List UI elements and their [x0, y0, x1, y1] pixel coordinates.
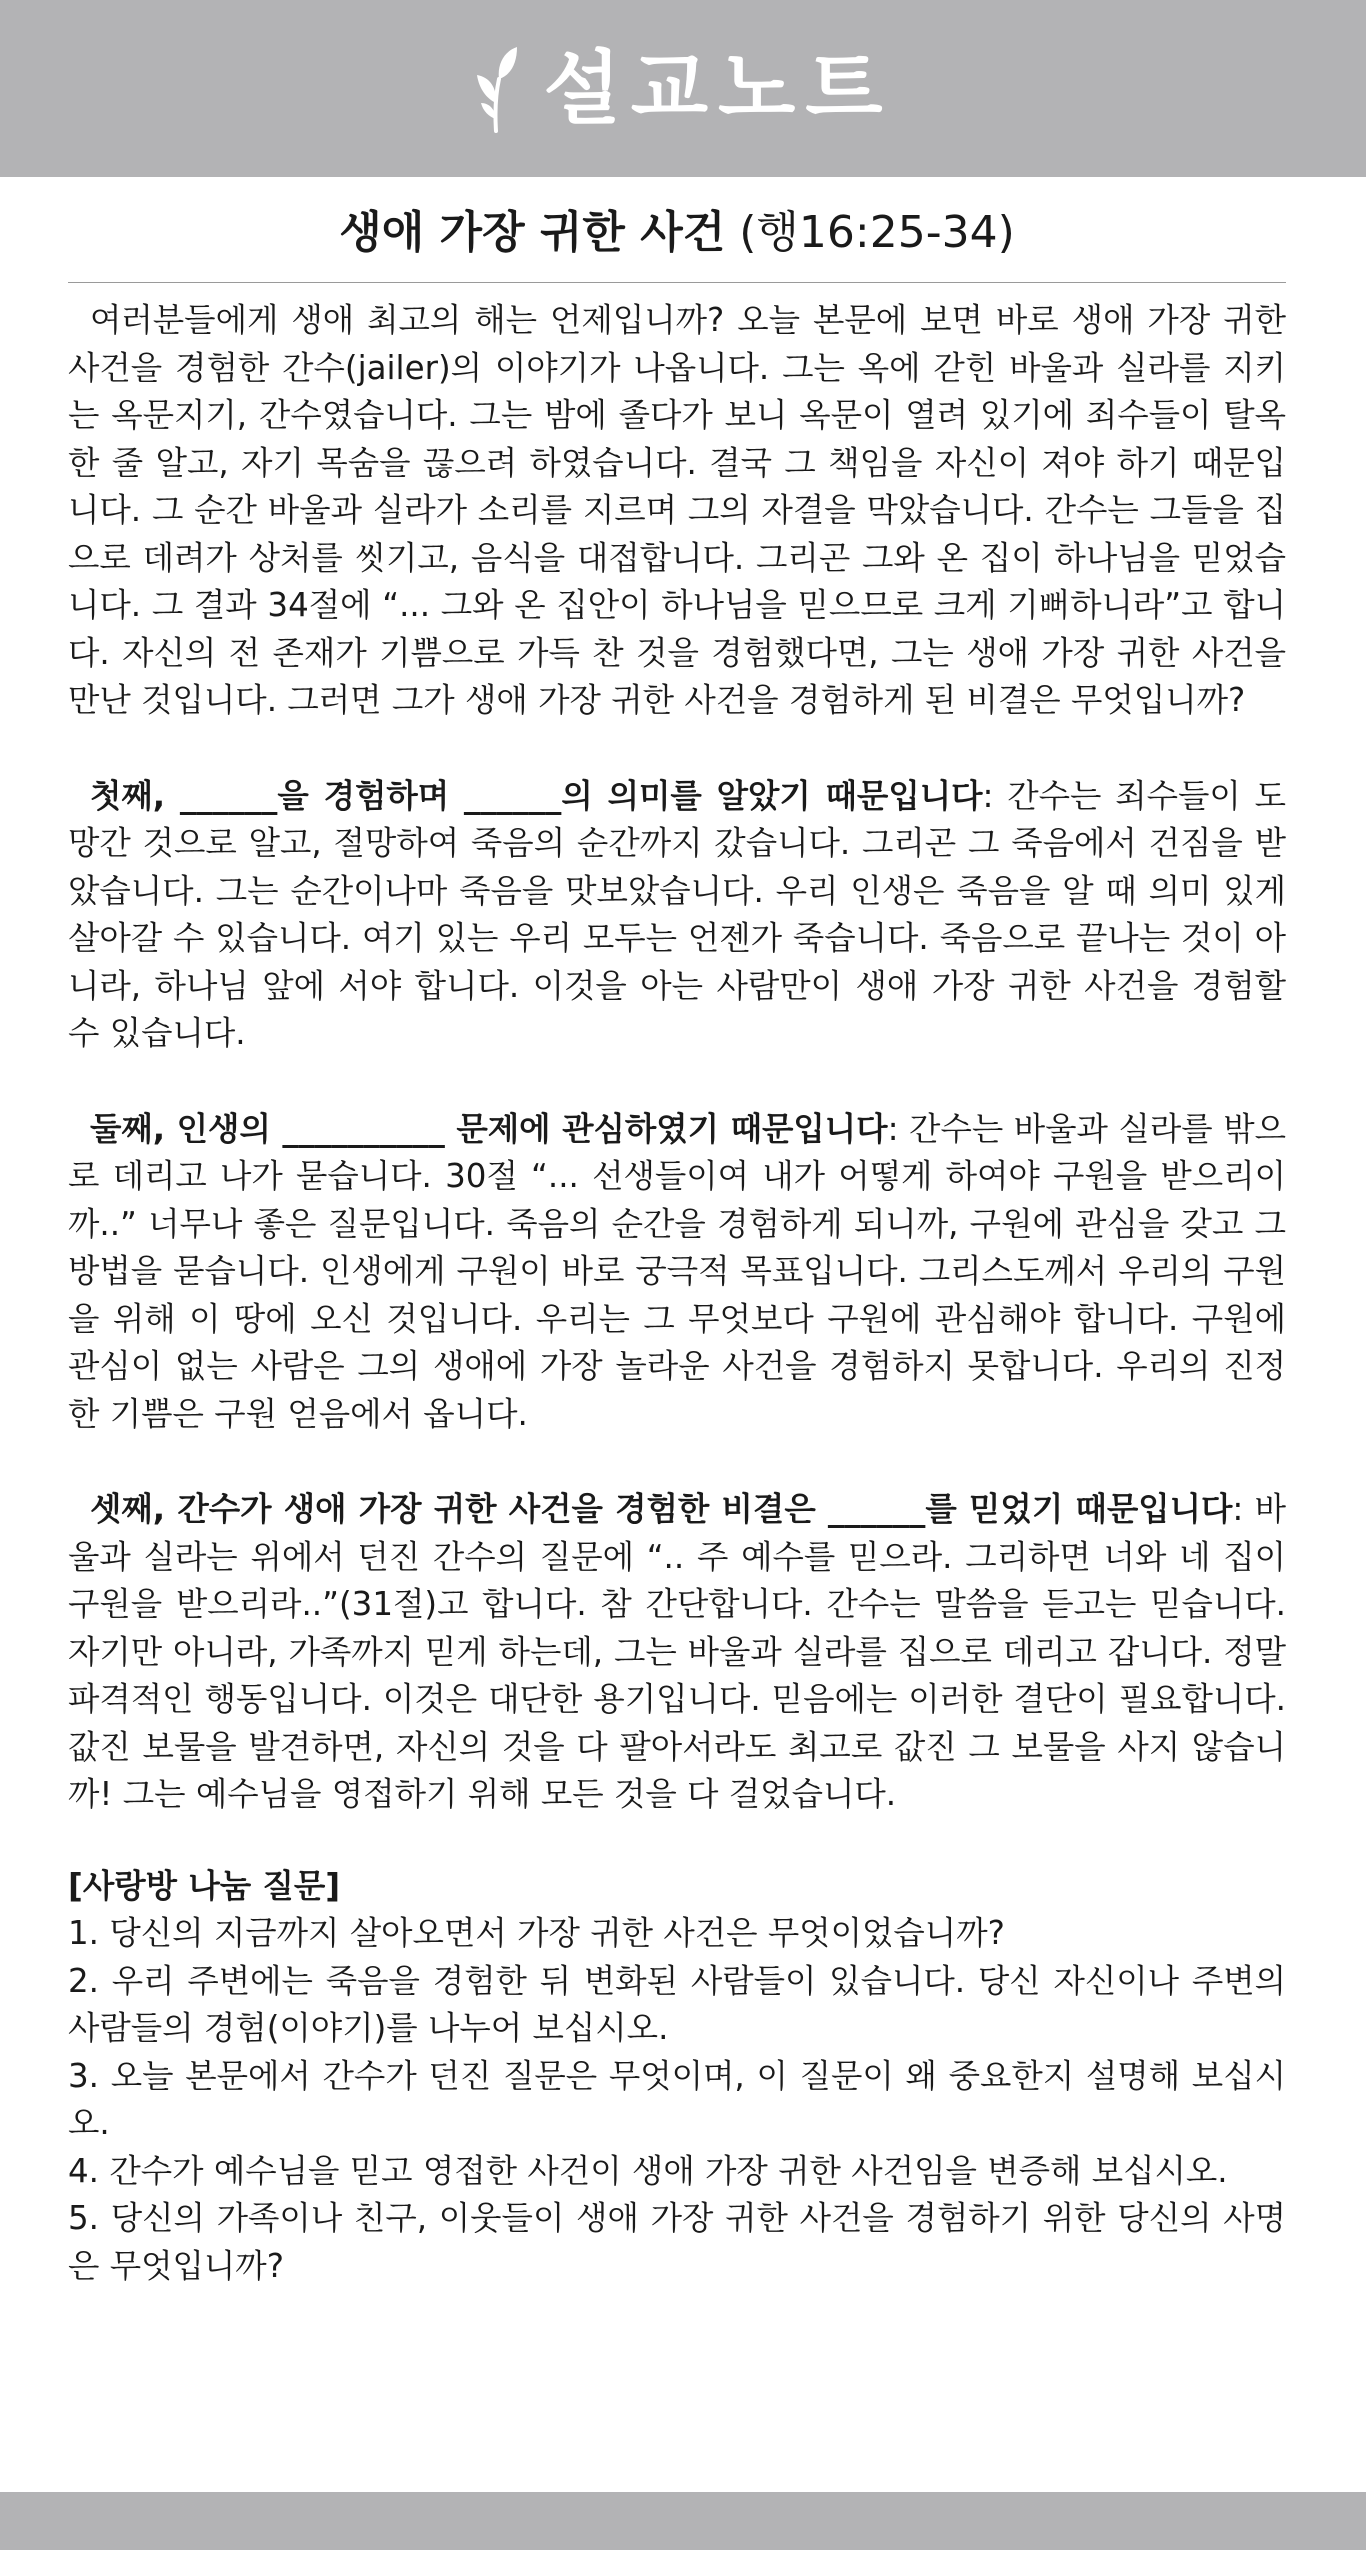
point-2-body: : 간수는 바울과 실라를 밖으로 데리고 나가 묻습니다. 30절 “... 선생들이여 내가 어떻게 하여야 구원을 받으리이까..” 너무나 좋은 질문입니다. 죽음의 순간을 경험하게 되니까, 구원에 관심을 갖고 그 방법을 묻습니다. 인생에게 구원이 바로 궁극적 목표입니다. 그리스도께서 우리의 구원을 위해 이 땅에 오신 것입니다. 우리는 그 무엇보다 구원에 관심해야 합니다. 구원에 관심이 없는 사람은 그의 생애에 가장 놀라운 사건을 경험하지 못합니다. 우리의 진정한 기쁨은 구원 얻음에서 옵니다. — [68, 1109, 1287, 1433]
sermon-title — [68, 205, 1286, 283]
point-1-lead: 첫째, ______을 경험하며 ______의 의미를 알았기 때문입니다 — [90, 776, 983, 815]
point-3-lead: 셋째, 간수가 생애 가장 귀한 사건을 경험한 비결은 ______를 믿었기 때문입니다 — [90, 1490, 1233, 1528]
notes-title: 설교노트 — [543, 41, 893, 135]
footer-banner — [0, 2492, 1366, 2550]
questions-list — [68, 1910, 1286, 2290]
point-1-paragraph — [68, 773, 1286, 1058]
intro-paragraph — [68, 297, 1286, 725]
question-item: 3. 오늘 본문에서 간수가 던진 질문은 무엇이며, 이 질문이 왜 중요한지 설명해 보십시오. — [68, 2056, 1286, 2142]
scripture-reference: (행16:25-34) — [739, 207, 1015, 258]
question-item: 4. 간수가 예수님을 믿고 영접한 사건이 생애 가장 귀한 사건임을 변증해 보십시오. — [68, 2151, 1228, 2190]
point-1-body: : 간수는 죄수들이 도망간 것으로 알고, 절망하여 죽음의 순간까지 갔습니다. 그리곤 그 죽음에서 건짐을 받았습니다. 그는 순간이나마 죽음을 맛보았습니다. 우리 인생은 죽음을 알 때 의미 있게 살아갈 수 있습니다. 여기 있는 우리 모두는 언젠가 죽습니다. 죽음으로 끝나는 것이 아니라, 하나님 앞에 서야 합니다. 이것을 아는 사람만이 생애 가장 귀한 사건을 경험할 수 있습니다. — [68, 776, 1286, 1052]
question-item: 2. 우리 주변에는 죽음을 경험한 뒤 변화된 사람들이 있습니다. 당신 자신이나 주변의 사람들의 경험(이야기)를 나누어 보십시오. — [68, 1961, 1286, 2047]
header-banner — [0, 0, 1366, 177]
discussion-questions — [68, 1863, 1286, 2291]
intro-text: 여러분들에게 생애 최고의 해는 언제입니까? 오늘 본문에 보면 바로 생애 가장 귀한 사건을 경험한 간수(jailer)의 이야기가 나옵니다. 그는 옥에 갇힌 바울과 실라를 지키는 옥문지기, 간수였습니다. 그는 밤에 졸다가 보니 옥문이 열려 있기에 죄수들이 탈옥한 줄 알고, 자기 목숨을 끊으려 하였습니다. 결국 그 책임을 자신이 져야 하기 때문입니다. 그 순간 바울과 실라가 소리를 지르며 그의 자결을 막았습니다. 간수는 그들을 집으로 데려가 상처를 씻기고, 음식을 대접합니다. 그리곤 그와 온 집이 하나님을 믿었습니다. 그 결과 34절에 “... 그와 온 집안이 하나님을 믿으므로 크게 기뻐하니라”고 합니다. 자신의 전 존재가 기쁨으로 가득 찬 것을 경험했다면, 그는 생애 가장 귀한 사건을 만난 것입니다. 그러면 그가 생애 가장 귀한 사건을 경험하게 된 비결은 무엇입니까? — [68, 301, 1286, 719]
header-inner — [473, 41, 893, 135]
point-2-lead: 둘째, 인생의 __________ 문제에 관심하였기 때문입니다 — [90, 1109, 888, 1148]
sprout-icon — [473, 45, 519, 133]
question-item: 5. 당신의 가족이나 친구, 이웃들이 생애 가장 귀한 사건을 경험하기 위한 당신의 사명은 무엇입니까? — [68, 2199, 1286, 2285]
sermon-title-main: 생애 가장 귀한 사건 — [339, 207, 726, 258]
question-item: 1. 당신의 지금까지 살아오면서 가장 귀한 사건은 무엇이었습니까? — [68, 1914, 1005, 1952]
sermon-content — [68, 205, 1286, 2290]
point-3-body: : 바울과 실라는 위에서 던진 간수의 질문에 “.. 주 예수를 믿으라. 그리하면 너와 네 집이 구원을 받으리라..”(31절)고 합니다. 참 간단합니다. 간수는 말씀을 듣고는 믿습니다. 자기만 아니라, 가족까지 믿게 하는데, 그는 바울과 실라를 집으로 데리고 갑니다. 정말 파격적인 행동입니다. 이것은 대단한 용기입니다. 믿음에는 이러한 결단이 필요합니다. 값진 보물을 발견하면, 자신의 것을 다 팔아서라도 최고로 값진 그 보물을 사지 않습니까! 그는 예수님을 영접하기 위해 모든 것을 다 걸었습니다. — [68, 1490, 1286, 1813]
point-3-paragraph — [68, 1486, 1286, 1819]
point-2-paragraph — [68, 1106, 1286, 1439]
questions-heading: [사랑방 나눔 질문] — [68, 1866, 341, 1905]
